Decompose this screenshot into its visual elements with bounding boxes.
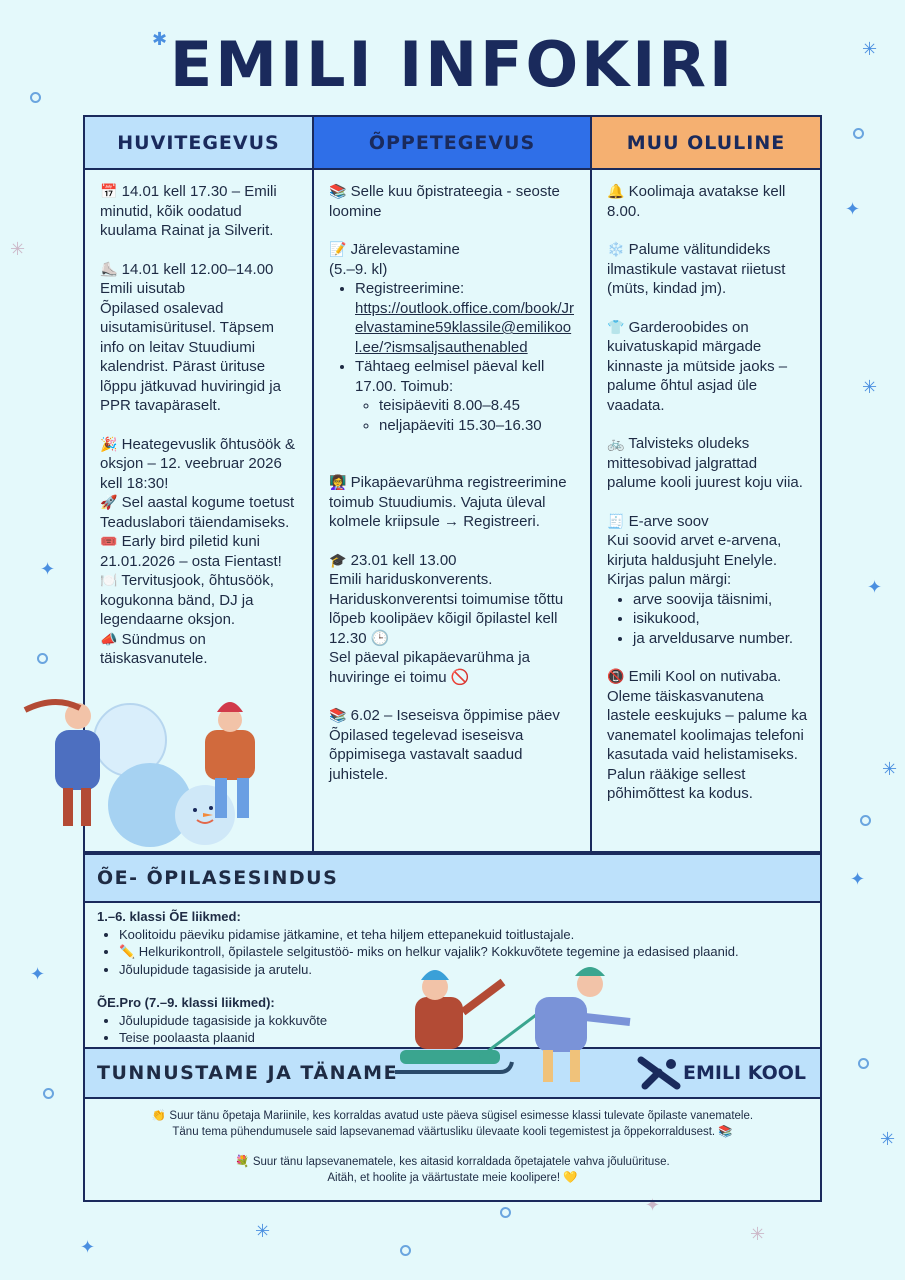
afterschool-item: 👩‍🏫 Pikapäevarühma registreerimine toimub Stuudiumis. Vajuta üleval kolmele kriipsule → Registreeri. bbox=[329, 474, 567, 530]
dot-decoration bbox=[400, 1245, 411, 1256]
column-heading-oppetegevus: ÕPPETEGEVUS bbox=[312, 115, 592, 170]
snowflake-icon: ✦ bbox=[645, 1195, 661, 1215]
books-icon: 📚 bbox=[329, 183, 347, 199]
bicycle-icon: 🚲 bbox=[607, 435, 625, 451]
emili-kool-logo-icon bbox=[637, 1056, 681, 1090]
thanks-body bbox=[83, 1099, 822, 1202]
list-item: • Jõulupidude tagasiside ja kokkuvõte bbox=[119, 1012, 808, 1030]
rocket-icon: 🚀 bbox=[100, 494, 118, 510]
snowflake-icon: ✱ bbox=[152, 29, 168, 49]
council-group-title: 1.–6. klassi ÕE liikmed: bbox=[97, 909, 241, 924]
snowflake-icon: ✳ bbox=[862, 377, 878, 397]
thanks-paragraph: 💐 Suur tänu lapsevanematele, kes aitasid korraldada õpetajatele vahva jõuluürituse. Aitäh, et hoolite ja väärtustate meie koolipere! 💛 bbox=[235, 1156, 670, 1184]
list-item: ◦ teisipäeviti 8.00–8.45 bbox=[379, 396, 578, 416]
snowflake-icon: ✳ bbox=[10, 239, 26, 259]
snowman-illustration bbox=[15, 690, 305, 850]
snowflake-icon: ✳ bbox=[882, 759, 898, 779]
info-item: ❄️ Palume välitundideks ilmastikule vastavat riietust (müts, kindad jm). bbox=[607, 241, 786, 297]
thanks-paragraph: 👏 Suur tänu õpetaja Mariinile, kes korraldas avatud uste päeva sügisel esimesse klassi tulevate õpilaste vanematele. Tänu tema pühendumusele said lapsevanemad väärtusliku ülevaate kooli tegemistest ja õppekorraldusest. 📚 bbox=[151, 1110, 754, 1138]
column-oppetegevus bbox=[312, 170, 592, 853]
conference-item: 🎓 23.01 kell 13.00 Emili hariduskonverents. Hariduskonverentsi toimumise tõttu lõpeb koolipäev kõigil õpilastel kell 12.30 🕒 Sel päeval pikapäevarühma ja huviringe ei toimu 🚫 bbox=[329, 551, 564, 686]
sledding-illustration bbox=[385, 962, 645, 1094]
phone-free-item: 📵 Emili Kool on nutivaba. Oleme täiskasvanutena lastele eeskujuks – palume ka vanematel koolimajas telefoni kasutada vaid helistamiseks. Palun rääkige sellest põhimõttest ka kodus. bbox=[607, 668, 808, 802]
no-phone-icon: 📵 bbox=[607, 668, 625, 684]
thanks-heading: TUNNUSTAME JA TÄNAME bbox=[83, 1047, 822, 1099]
page-title: EMILI INFOKIRI bbox=[169, 28, 736, 101]
selfstudy-item: 📚 6.02 – Iseseisva õppimise päev Õpilased tegelevad iseseisva õppimisega vastavalt saadud juhistele. bbox=[329, 707, 560, 783]
dot-decoration bbox=[853, 128, 864, 139]
dining-icon: 🍽️ bbox=[100, 572, 118, 588]
bell-icon: 🔔 bbox=[607, 183, 625, 199]
column-heading-muu-oluline: MUU OLULINE bbox=[590, 115, 822, 170]
strategy-item: 📚 Selle kuu õpistrateegia - seoste loomine bbox=[329, 183, 560, 220]
list-item: • Teise poolaasta plaanid bbox=[119, 1029, 808, 1047]
charity-gala-block: 🎉 Heategevuslik õhtusöök & oksjon – 12. veebruar 2026 kell 18:30! 🚀 Sel aastal kogume toetust Teaduslabori täiendamiseks. 🎟️ Early bird piletid kuni 21.01.2026 – osta Fientast! 🍽️ Tervitusjook, õhtusöök, kogukonna bänd, DJ ja legendaarne oksjon. 📣 Sündmus on täiskasvanutele. bbox=[100, 435, 296, 667]
list-item: • ja arveldusarve number. bbox=[633, 629, 808, 649]
snowflake-icon: ✦ bbox=[850, 869, 866, 889]
column-heading-huvitegevus: HUVITEGEVUS bbox=[83, 115, 314, 170]
list-item: • Jõulupidude tagasiside ja arutelu. bbox=[119, 961, 808, 979]
skate-icon: ⛸️ bbox=[100, 260, 118, 277]
shirt-icon: 👕 bbox=[607, 318, 625, 335]
snowflake-icon: ✳ bbox=[862, 39, 878, 59]
graduation-cap-icon: 🎓 bbox=[329, 551, 347, 568]
megaphone-icon: 📣 bbox=[100, 630, 118, 647]
snowflake-icon: ✦ bbox=[845, 199, 861, 219]
teacher-icon: 👩‍🏫 bbox=[329, 474, 347, 490]
ticket-icon: 🎟️ bbox=[100, 533, 118, 549]
council-heading: ÕE- ÕPILASESINDUS bbox=[83, 853, 822, 903]
snowflake-icon: ✳ bbox=[880, 1129, 896, 1149]
snowflake-icon: ✦ bbox=[40, 559, 56, 579]
list-item: • Koolitoidu päeviku pidamise jätkamine, et teha hiljem ettepanekuid toitlustajale. bbox=[119, 926, 808, 944]
info-item: 👕 Garderoobides on kuivatuskapid märgade kinnaste ja mütside jaoks – palume õhtul asjad üle vaadata. bbox=[607, 318, 788, 414]
info-item: 🔔 Koolimaja avatakse kell 8.00. bbox=[607, 183, 786, 220]
dot-decoration bbox=[37, 653, 48, 664]
list-item: ◦ neljapäeviti 15.30–16.30 bbox=[379, 416, 578, 436]
snowflake-icon: ✦ bbox=[80, 1237, 96, 1257]
column-muu-oluline bbox=[590, 170, 822, 853]
books-icon: 📚 bbox=[329, 707, 347, 723]
snowflake-icon: ✦ bbox=[30, 964, 46, 984]
party-icon: 🎉 bbox=[100, 435, 118, 452]
info-item: 🚲 Talvisteks oludeks mittesobivad jalgrattad palume kooli juurest koju viia. bbox=[607, 435, 803, 491]
invoice-block: 🧾 E-arve soov Kui soovid arvet e-arvena, kirjuta haldusjuht Enelyle. Kirjas palun märgi: • arve soovija täisnimi, • isikukood, • ja arveldusarve number. bbox=[607, 512, 808, 649]
event-item: 📅 14.01 kell 17.30 – Emili minutid, kõik oodatud kuulama Rainat ja Silverit. bbox=[100, 183, 277, 239]
dot-decoration bbox=[43, 1088, 54, 1099]
snowflake-icon: ✳ bbox=[750, 1224, 766, 1244]
event-item: ⛸️ 14.01 kell 12.00–14.00 Emili uisutab Õpilased osalevad uisutamisüritusel. Täpsem info on leitav Stuudiumi kalendrist. Pärast ürituse lõppu jätkuvad huviringid ja PPR tavapäraselt. bbox=[100, 260, 281, 414]
council-group-title: ÕE.Pro (7.–9. klassi liikmed): bbox=[97, 995, 275, 1010]
receipt-icon: 🧾 bbox=[607, 512, 625, 529]
list-item: • isikukood, bbox=[633, 609, 808, 629]
dot-decoration bbox=[858, 1058, 869, 1069]
snowflake-icon: ❄️ bbox=[607, 241, 625, 257]
calendar-icon: 📅 bbox=[100, 183, 118, 199]
retake-block: 📝 Järelevastamine (5.–9. kl) • Registreerimine: https://outlook.office.com/book/Jrelvastamine59klassile@emilikool.ee/?ismsaljsauthenabled • Tähtaeg eelmisel päeval kell 17.00. Toimub: ◦ teisipäeviti 8.00–8.45 ◦ neljapäeviti 15.30–16.30 bbox=[329, 240, 578, 435]
registration-link[interactable]: https://outlook.office.com/book/Jrelvastamine59klassile@emilikool.ee/?ismsaljsauthenabled bbox=[355, 299, 575, 356]
dot-decoration bbox=[860, 815, 871, 826]
list-item: • ✏️ Helkurikontroll, õpilastele selgitustöö- miks on helkur vajalik? Kokkuvõtete tegemine ja edasised plaanid. bbox=[119, 943, 808, 961]
list-item: • arve soovija täisnimi, bbox=[633, 590, 808, 610]
school-logo: EMILI KOOL bbox=[637, 1056, 806, 1090]
dot-decoration bbox=[500, 1207, 511, 1218]
snowflake-icon: ✳ bbox=[255, 1221, 271, 1241]
memo-icon: 📝 bbox=[329, 241, 347, 257]
snowflake-icon: ✦ bbox=[867, 577, 883, 597]
